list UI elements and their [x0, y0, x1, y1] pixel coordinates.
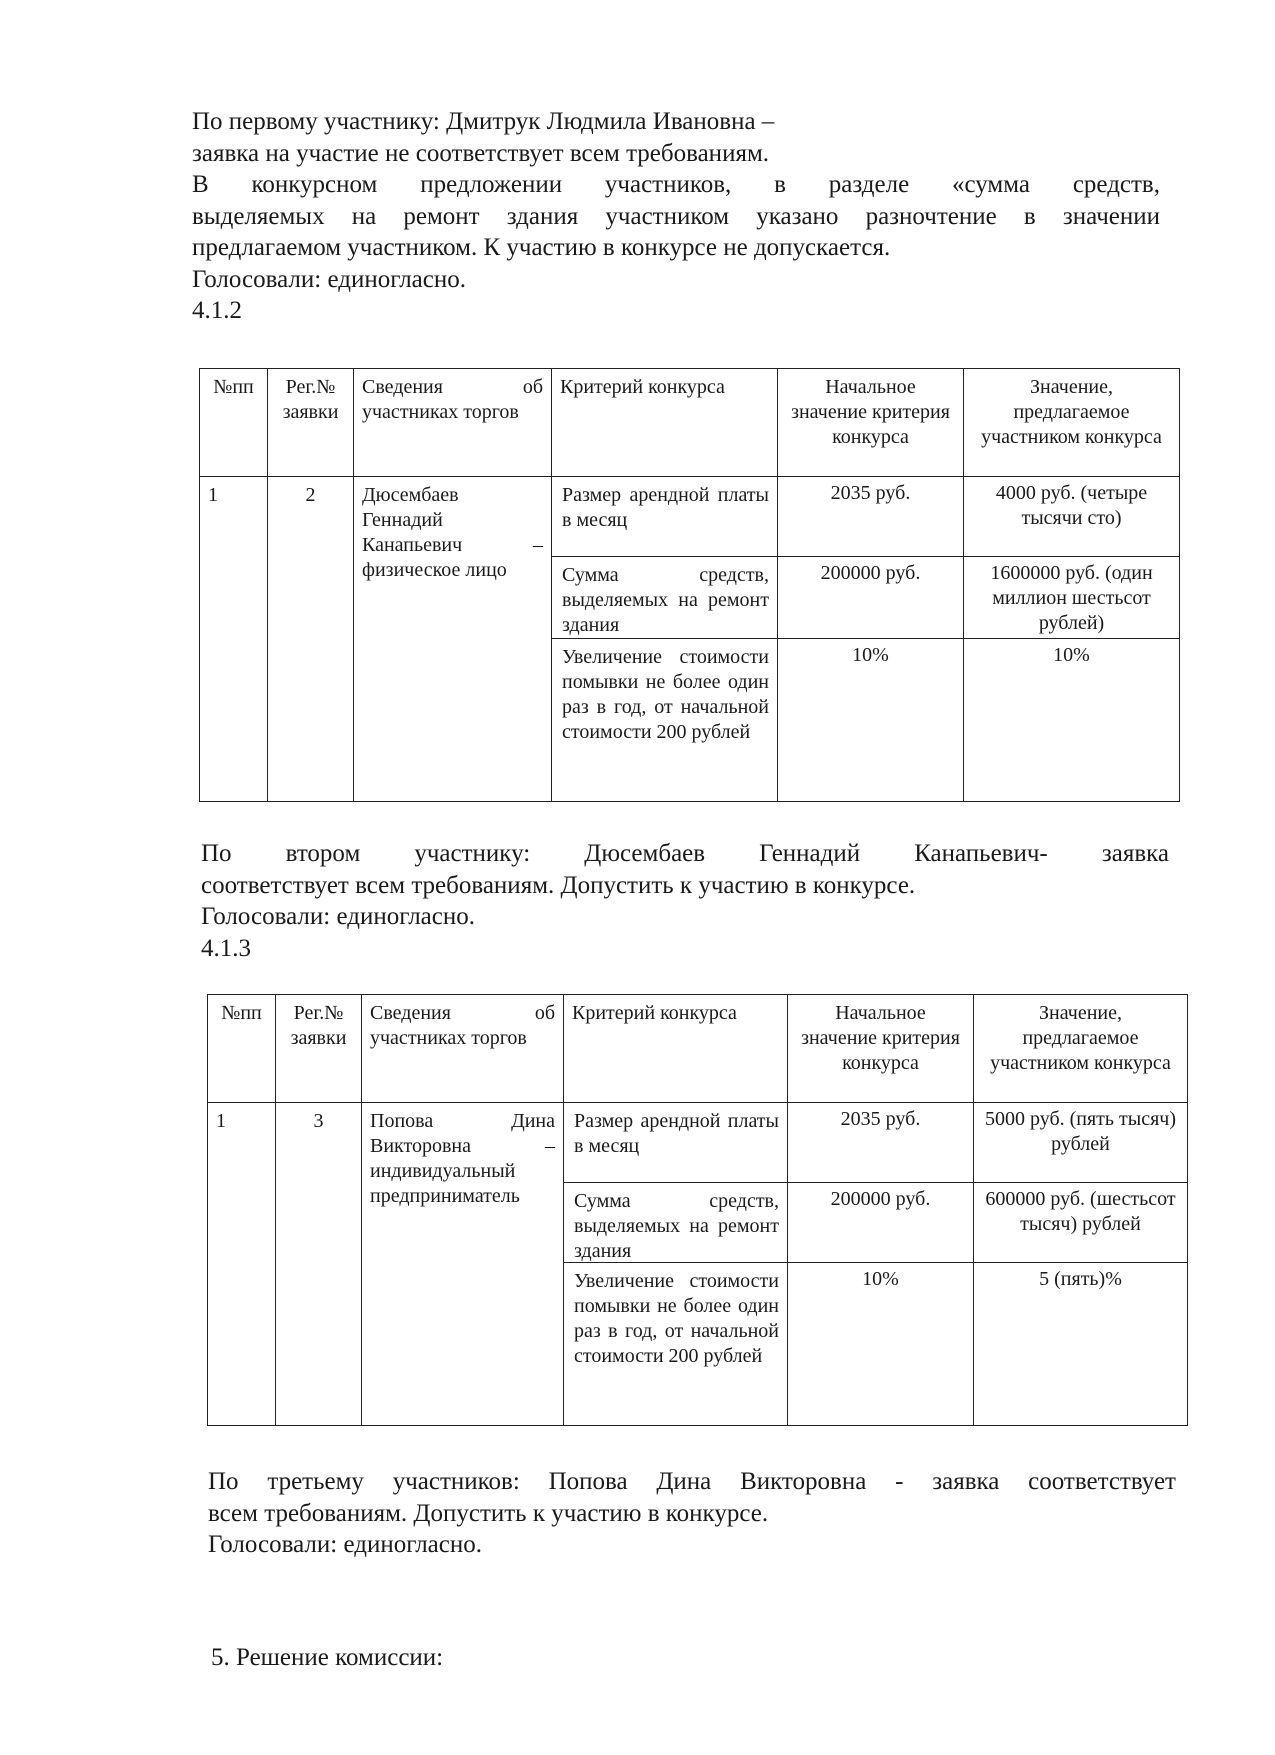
participant-line	[370, 1134, 555, 1159]
text-line: В конкурсном предложении участников, в разделе «сумма средств,	[192, 171, 1160, 198]
criterion-cell: Размер арендной платы в месяц	[552, 477, 777, 557]
initial-values-column	[788, 1103, 974, 1426]
participant-table-1	[199, 368, 1180, 802]
participant-info	[354, 477, 552, 802]
criterion-cell: Сумма средств, выделяемых на ремонт здания	[564, 1183, 787, 1263]
participant-word: –	[545, 1135, 555, 1157]
header-num: №пп	[200, 369, 268, 477]
participant-word: Викторовна	[370, 1135, 471, 1157]
offered-value-cell: 10%	[1053, 644, 1090, 666]
voting-result: Голосовали: единогласно.	[208, 1531, 482, 1558]
participant-table-2	[207, 994, 1188, 1426]
row-num: 1	[200, 477, 268, 802]
second-participant-paragraph	[201, 838, 1169, 964]
row-reg: 2	[268, 477, 354, 802]
participant-line	[370, 1109, 555, 1134]
text-line: По первому участнику: Дмитрук Людмила Ивановна –	[192, 108, 775, 135]
section-number: 4.1.2	[192, 297, 242, 324]
header-info-rest: участниках торгов	[362, 401, 519, 423]
header-info-top	[370, 1001, 555, 1026]
row-num: 1	[208, 1103, 276, 1426]
third-participant-paragraph	[208, 1466, 1176, 1561]
criteria-column	[564, 1103, 788, 1426]
initial-value-cell: 2035 руб.	[788, 1103, 973, 1183]
offered-value-cell: 5 (пять)%	[1039, 1268, 1122, 1290]
header-initial: Начальное значение критерия конкурса	[788, 995, 974, 1103]
initial-value-cell: 10%	[862, 1268, 899, 1290]
header-info	[354, 369, 552, 477]
section-number: 4.1.3	[201, 934, 251, 962]
participant-line: Геннадий	[362, 509, 443, 531]
header-criterion: Критерий конкурса	[564, 995, 788, 1103]
row-reg: 3	[276, 1103, 362, 1426]
header-offered: Значение, предлагаемое участником конкурса	[964, 369, 1180, 477]
criterion-cell: Увеличение стоимости помывки не более один раз в год, от начальной стоимости 200 рублей	[574, 1270, 779, 1367]
text-line: соответствует всем требованиям. Допустить к участию в конкурсе.	[201, 871, 916, 899]
header-reg-line1: Рег.№	[293, 1002, 344, 1024]
text-line: всем требованиям. Допустить к участию в конкурсе.	[208, 1499, 769, 1527]
offered-value-cell: 4000 руб. (четыре тысячи сто)	[964, 477, 1179, 557]
criterion-cell: Сумма средств, выделяемых на ремонт здания	[552, 557, 777, 639]
participant-word: Дина	[511, 1110, 555, 1132]
section-title: 5. Решение комиссии:	[211, 1644, 444, 1671]
text-line: По втором участнику: Дюсембаев Геннадий Канапьевич- заявка	[201, 840, 1169, 867]
header-reg-line1: Рег.№	[285, 376, 336, 398]
offered-values-column	[964, 477, 1180, 802]
header-num: №пп	[208, 995, 276, 1103]
header-reg-line2: заявки	[282, 401, 339, 423]
table-header-row	[200, 369, 1180, 477]
commission-decision-heading	[211, 1642, 911, 1673]
criterion-cell: Увеличение стоимости помывки не более один раз в год, от начальной стоимости 200 рублей	[562, 646, 769, 743]
participant-word: Канапьевич	[362, 534, 463, 556]
header-reg-line2: заявки	[290, 1027, 347, 1049]
first-participant-paragraph	[192, 106, 1160, 327]
header-reg	[268, 369, 354, 477]
criterion-cell: Размер арендной платы в месяц	[564, 1103, 787, 1183]
header-info-word: Сведения	[370, 1002, 451, 1024]
initial-value-cell: 10%	[852, 644, 889, 666]
participant-line: индивидуальный	[370, 1160, 516, 1182]
header-info-word: об	[534, 1002, 555, 1024]
header-info-word: об	[522, 376, 543, 398]
voting-result: Голосовали: единогласно.	[192, 265, 466, 293]
text-line: заявка на участие не соответствует всем требованиям.	[192, 139, 770, 167]
initial-value-cell: 200000 руб.	[788, 1183, 973, 1263]
voting-result: Голосовали: единогласно.	[201, 903, 475, 930]
initial-value-cell: 2035 руб.	[778, 477, 963, 557]
participant-line	[362, 533, 543, 558]
participant-info	[362, 1103, 564, 1426]
participant-line: предприниматель	[370, 1185, 520, 1207]
header-criterion: Критерий конкурса	[552, 369, 778, 477]
header-initial: Начальное значение критерия конкурса	[778, 369, 964, 477]
header-info-word: Сведения	[362, 376, 443, 398]
header-reg	[276, 995, 362, 1103]
participant-line: физическое лицо	[362, 559, 507, 581]
offered-value-cell: 5000 руб. (пять тысяч) рублей	[974, 1103, 1187, 1183]
text-line: выделяемых на ремонт здания участником указано разночтение в значении	[192, 202, 1160, 230]
offered-value-cell: 600000 руб. (шестьсот тысяч) рублей	[974, 1183, 1187, 1263]
table-row	[208, 1103, 1188, 1426]
initial-value-cell: 200000 руб.	[778, 557, 963, 639]
participant-line: Дюсембаев	[362, 484, 459, 506]
header-info-top	[362, 375, 543, 400]
participant-word: Попова	[370, 1110, 434, 1132]
header-info	[362, 995, 564, 1103]
header-offered: Значение, предлагаемое участником конкурса	[974, 995, 1188, 1103]
text-line: По третьему участников: Попова Дина Викторовна - заявка соответствует	[208, 1468, 1176, 1495]
participant-word: –	[533, 534, 543, 556]
offered-value-cell: 1600000 руб. (один миллион шестьсот рублей)	[964, 557, 1179, 639]
table-row	[200, 477, 1180, 802]
text-line: предлагаемом участником. К участию в конкурсе не допускается.	[192, 234, 891, 261]
criteria-column	[552, 477, 778, 802]
header-info-rest: участниках торгов	[370, 1027, 527, 1049]
initial-values-column	[778, 477, 964, 802]
offered-values-column	[974, 1103, 1188, 1426]
table-header-row	[208, 995, 1188, 1103]
